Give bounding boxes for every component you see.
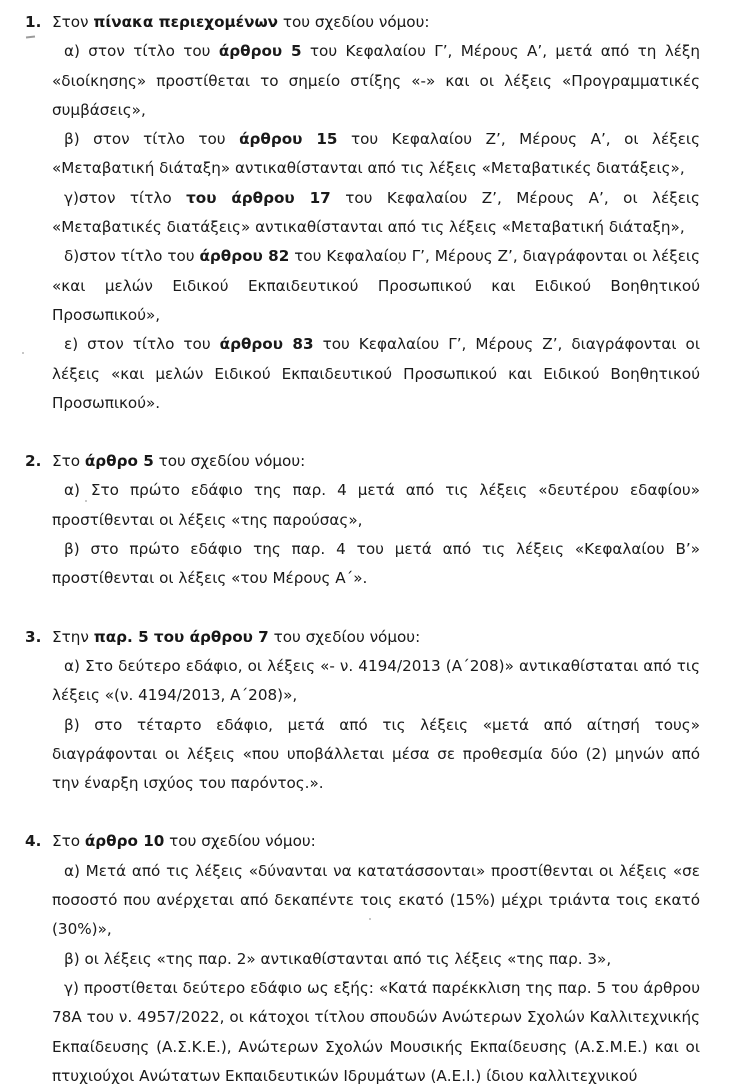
emphasis: άρθρου 82 (199, 247, 290, 266)
list-item-marker: 4. (25, 832, 42, 851)
list-item-paragraph: β) οι λέξεις «της παρ. 2» αντικαθίστανται από τις λέξεις «της παρ. 3», (64, 949, 612, 968)
list-item-paragraph: α) Στο πρώτο εδάφιο της παρ. 4 μετά από τις λέξεις «δευτέρου εδαφίου» προστίθενται οι λέξεις «της παρούσας», (52, 481, 700, 529)
list-item (24, 8, 700, 418)
list-item (24, 827, 700, 1091)
list-item-paragraph: γ) προστίθεται δεύτερο εδάφιο ως εξής: «Κατά παρέκκλιση της παρ. 5 του άρθρου 78Α του ν. 4957/2022, οι κάτοχοι τίτλου σπουδών Ανώτερων Σχολών Καλλιτεχνικής Εκπαίδευσης (Α.Σ.Κ.Ε.), Ανώτερων Σχολών Μουσικής Εκπαίδευσης (Α.Σ.Μ.Ε.) και οι πτυχιούχοι Ανώτατων Εκπαιδευτικών Ιδρυμάτων (Α.Ε.Ι.) ίδιου καλλιτεχνικού (52, 978, 700, 1085)
list-item-paragraph: α) Μετά από τις λέξεις «δύνανται να κατατάσσονται» προστίθενται οι λέξεις «σε ποσοστό που ανέρχεται από δεκαπέντε τοις εκατό (15%) μέχρι τριάντα τοις εκατό (30%)», (52, 861, 700, 939)
emphasis: πίνακα περιεχομένων (93, 13, 279, 31)
list-item-heading (24, 623, 700, 652)
list-item-paragraph: ε) στον τίτλο του άρθρου 83 του Κεφαλαίου Γ’, Μέρους Ζ’, διαγράφονται οι λέξεις «και μελών Ειδικού Εκπαιδευτικού Προσωπικού και Ειδικού Βοηθητικού Προσωπικού». (52, 335, 700, 412)
list-item-heading (24, 827, 700, 856)
list-item-marker: 2. (25, 452, 42, 471)
item-spacer (24, 418, 700, 447)
item-spacer (24, 798, 700, 827)
list-item-heading-text: Στην παρ. 5 του άρθρου 7 του σχεδίου νόμου: (52, 627, 421, 646)
list-item-paragraph: α) Στο δεύτερο εδάφιο, οι λέξεις «- ν. 4194/2013 (Α΄208)» αντικαθίσταται από τις λέξεις «(ν. 4194/2013, Α΄208)», (52, 656, 700, 705)
list-item-paragraph: δ)στον τίτλο του άρθρου 82 του Κεφαλαίου Γ’, Μέρους Ζ’, διαγράφονται οι λέξεις «και μελών Ειδικού Εκπαιδευτικού Προσωπικού και Ειδικού Βοηθητικού Προσωπικού», (52, 247, 700, 324)
emphasis: άρθρο 5 (84, 452, 154, 471)
list-item-paragraph: β) στον τίτλο του άρθρου 15 του Κεφαλαίου Ζ’, Μέρους Α’, οι λέξεις «Μεταβατική διάταξη» αντικαθίστανται από τις λέξεις «Μεταβατικές διατάξεις», (52, 130, 700, 178)
list-item-marker: 3. (25, 627, 42, 646)
emphasis: παρ. 5 του άρθρου 7 (93, 627, 269, 646)
item-spacer (24, 594, 700, 623)
list-item-paragraph: γ)στον τίτλο του άρθρου 17 του Κεφαλαίου Ζ’, Μέρους Α’, οι λέξεις «Μεταβατικές διατάξεις» αντικαθίστανται από τις λέξεις «Μεταβατική διάταξη», (52, 188, 700, 237)
emphasis: άρθρου 15 (239, 130, 338, 149)
list-item-paragraph: α) στον τίτλο του άρθρου 5 του Κεφαλαίου Γ’, Μέρους Α’, μετά από τη λέξη «διοίκησης» προστίθεται το σημείο στίξης «-» και οι λέξεις «Προγραμματικές συμβάσεις», (52, 42, 701, 119)
list-item-heading (24, 8, 700, 37)
emphasis: άρθρου 5 (218, 42, 302, 61)
list-item-heading (24, 447, 700, 476)
list-item (24, 623, 700, 799)
emphasis: του άρθρου 17 (186, 188, 331, 207)
document-body (24, 8, 700, 1091)
list-item-paragraph: β) στο τέταρτο εδάφιο, μετά από τις λέξεις «μετά από αίτησή τους» διαγράφονται οι λέξεις «που υποβάλλεται μέσα σε προθεσμία δύο (2) μηνών από την έναρξη ισχύος του παρόντος.». (52, 715, 700, 793)
list-item-marker: 1. (25, 13, 42, 31)
emphasis: άρθρου 83 (219, 335, 314, 354)
list-item-paragraph: β) στο πρώτο εδάφιο της παρ. 4 του μετά από τις λέξεις «Κεφαλαίου Β’» προστίθενται οι λέξεις «του Μέρους Α΄». (52, 540, 700, 588)
list-item-heading-text: Στο άρθρο 10 του σχεδίου νόμου: (52, 832, 316, 851)
emphasis: άρθρο 10 (84, 832, 165, 851)
list-item-heading-text: Στο άρθρο 5 του σχεδίου νόμου: (52, 452, 306, 471)
list-item-heading-text: Στον πίνακα περιεχομένων του σχεδίου νόμου: (52, 13, 430, 31)
list-item (24, 447, 700, 593)
